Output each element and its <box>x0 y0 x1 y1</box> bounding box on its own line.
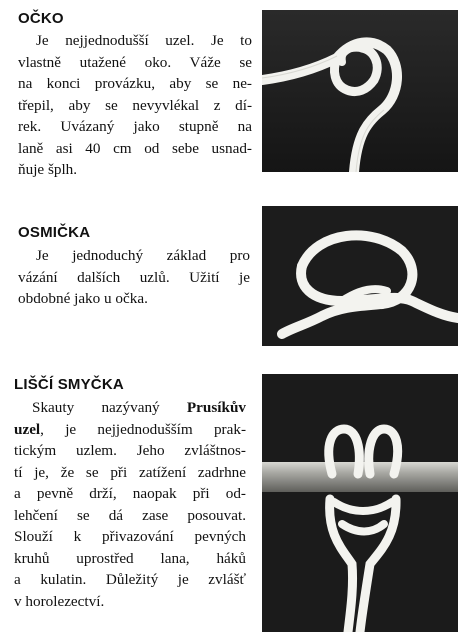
body-line: Skauty nazývaný Prusíkův <box>32 399 246 416</box>
bold-term: Prusíkův <box>186 399 246 416</box>
body-line: vlastně utažené oko. Váže se <box>18 53 252 71</box>
body-line: rek. Uvázaný jako stupně na <box>18 118 252 135</box>
body-line: Je nejjednodušší uzel. Je to <box>36 32 252 49</box>
body-line: lehčení se dá zase posouvat. <box>14 506 246 524</box>
body-line: a kulatin. Důležitý je zvlášť <box>14 571 246 588</box>
body-line: vázání dalších uzlů. Užití je <box>18 268 250 286</box>
body-line: na konci provázku, aby se ne- <box>18 75 252 92</box>
body-line: Je jednoduchý základ pro <box>36 247 250 264</box>
body-line: uzel, je nejjednodušším prak- <box>14 420 246 438</box>
body-line: laně asi 40 cm od sebe usnad- <box>18 139 252 157</box>
knot-photo-ocko <box>262 10 458 172</box>
knot-photo-lisci-smycka <box>262 374 458 632</box>
section-title-lisci-smycka: LIŠČÍ SMYČKA <box>14 376 124 393</box>
body-line: tí je, že se při zatížení zadrhne <box>14 463 246 481</box>
section-body-osmicka <box>18 245 250 310</box>
body-line: Slouží k přivazování pevných <box>14 528 246 545</box>
section-title-osmicka: OSMIČKA <box>18 224 91 241</box>
section-body-lisci-smycka <box>14 397 246 612</box>
knot-photo-osmicka <box>262 206 458 346</box>
bold-term: uzel <box>14 420 41 438</box>
body-line: obdobné jako u očka. <box>18 290 148 307</box>
section-body-ocko <box>18 30 252 181</box>
body-line: tickým uzlem. Jeho zvláštnos- <box>14 442 246 459</box>
body-line: ňuje šplh. <box>18 161 78 178</box>
body-line: v horolezectví. <box>14 592 105 610</box>
body-line: třepil, aby se nevyvlékal z dí- <box>18 96 252 114</box>
body-line: kruhů uprostřed lana, háků <box>14 549 246 567</box>
section-title-ocko: OČKO <box>18 10 64 27</box>
body-line: a pevně drží, naopak při od- <box>14 485 246 502</box>
